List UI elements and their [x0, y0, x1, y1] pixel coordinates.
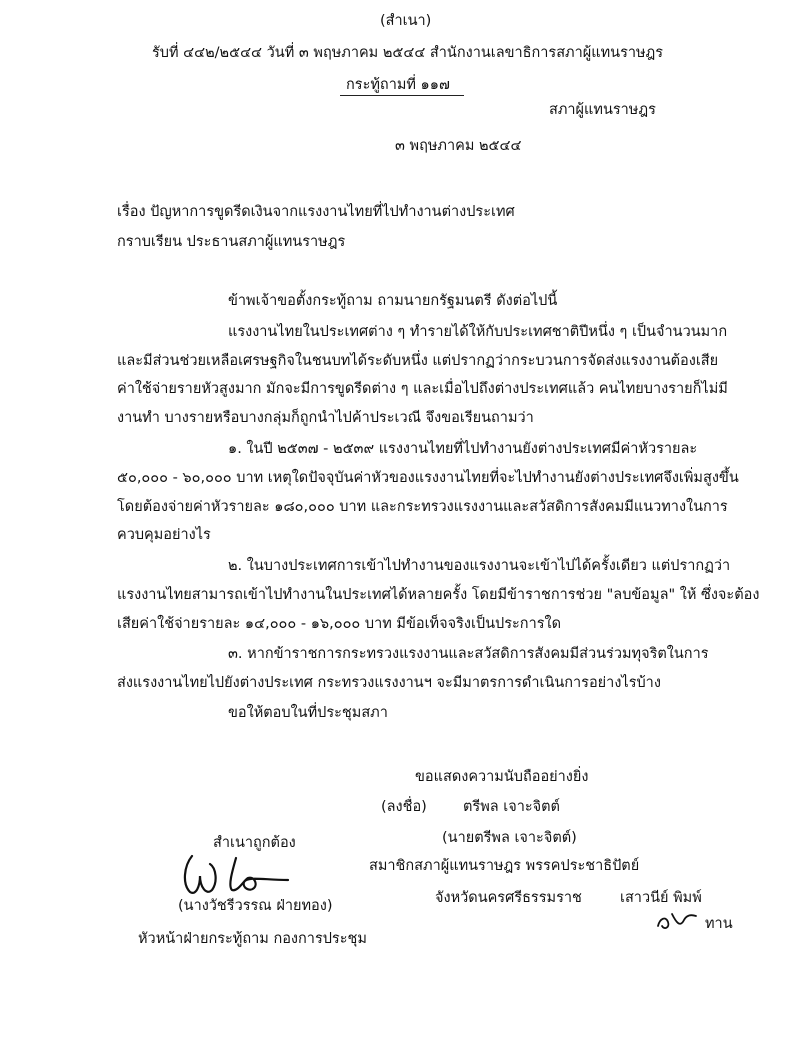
- salutation: กราบเรียน ประธานสภาผู้แทนราษฎร: [117, 234, 346, 250]
- intro-line: แรงงานไทยในประเทศต่าง ๆ ทำรายได้ให้กับประเทศชาติปีหนึ่ง ๆ เป็นจำนวนมาก: [228, 324, 728, 340]
- typist-note: เสาวนีย์ พิมพ์: [620, 890, 702, 906]
- certifying-officer-name: (นางวัชรีวรรณ ฝ่ายทอง): [178, 898, 333, 914]
- question-1-line: โดยต้องจ่ายค่าหัวรายละ ๑๘๐,๐๐๐ บาท และกระทรวงแรงงานและสวัสดิการสังคมมีแนวทางในการ: [117, 499, 728, 515]
- handwritten-signature: [178, 850, 308, 900]
- certified-copy-label: สำเนาถูกต้อง: [213, 835, 296, 851]
- intro-line: งานทำ บางรายหรือบางกลุ่มก็ถูกนำไปค้าประเวณี จึงขอเรียนถามว่า: [117, 410, 534, 426]
- signer-province: จังหวัดนครศรีธรรมราช: [435, 890, 582, 906]
- house-name: สภาผู้แทนราษฎร: [549, 102, 656, 118]
- question-number: กระทู้ถามที่ ๑๑๗: [346, 77, 450, 93]
- question-1-line: ควบคุมอย่างไร: [117, 527, 211, 543]
- question-1-line: ๕๐,๐๐๐ - ๖๐,๐๐๐ บาท เหตุใดปัจจุบันค่าหัวของแรงงานไทยที่จะไปทำงานยังต่างประเทศจึงเพิ่มสูงขึ้น: [117, 470, 739, 486]
- question-1-line: ๑. ในปี ๒๕๓๗ - ๒๕๓๙ แรงงานไทยที่ไปทำงานยังต่างประเทศมีค่าหัวรายละ: [228, 441, 698, 457]
- signed-name: ตรีพล เจาะจิตต์: [463, 799, 560, 815]
- answer-request: ขอให้ตอบในที่ประชุมสภา: [228, 705, 388, 721]
- receipt-line: รับที่ ๔๔๒/๒๕๔๔ วันที่ ๓ พฤษภาคม ๒๕๔๔ สำนักงานเลขาธิการสภาผู้แทนราษฎร: [152, 45, 664, 61]
- closing-regards: ขอแสดงความนับถืออย่างยิ่ง: [415, 769, 589, 785]
- question-3-line: ส่งแรงงานไทยไปยังต่างประเทศ กระทรวงแรงงานฯ จะมีมาตรการดำเนินการอย่างไรบ้าง: [117, 675, 661, 691]
- certifying-officer-title: หัวหน้าฝ่ายกระทู้ถาม กองการประชุม: [138, 931, 367, 947]
- copy-mark: (สำเนา): [380, 13, 432, 29]
- question-number-underline: [340, 95, 464, 96]
- signer-full-name: (นายตรีพล เจาะจิตต์): [442, 830, 577, 846]
- signed-prefix: (ลงชื่อ): [381, 799, 427, 815]
- initials-mark: [654, 908, 700, 934]
- subject-line: เรื่อง ปัญหาการขูดรีดเงินจากแรงงานไทยที่ไปทำงานต่างประเทศ: [117, 204, 515, 220]
- opening-line: ข้าพเจ้าขอตั้งกระทู้ถาม ถามนายกรัฐมนตรี ดังต่อไปนี้: [228, 293, 558, 309]
- document-date: ๓ พฤษภาคม ๒๕๔๔: [395, 138, 522, 154]
- question-2-line: ๒. ในบางประเทศการเข้าไปทำงานของแรงงานจะเข้าไปได้ครั้งเดียว แต่ปรากฏว่า: [228, 558, 731, 574]
- signer-position: สมาชิกสภาผู้แทนราษฎร พรรคประชาธิปัตย์: [369, 858, 640, 874]
- question-2-line: แรงงานไทยสามารถเข้าไปทำงานในประเทศได้หลายครั้ง โดยมีข้าราชการช่วย "ลบข้อมูล" ให้ ซึ่งจะต้อง: [117, 587, 760, 603]
- question-2-line: เสียค่าใช้จ่ายรายละ ๑๔,๐๐๐ - ๑๖,๐๐๐ บาท มีข้อเท็จจริงเป็นประการใด: [117, 616, 561, 632]
- question-3-line: ๓. หากข้าราชการกระทรวงแรงงานและสวัสดิการสังคมมีส่วนร่วมทุจริตในการ: [228, 646, 709, 662]
- intro-line: และมีส่วนช่วยเหลือเศรษฐกิจในชนบทได้ระดับหนึ่ง แต่ปรากฏว่ากระบวนการจัดส่งแรงงานต้องเสีย: [117, 353, 719, 369]
- proofread-mark: ทาน: [705, 916, 733, 932]
- intro-line: ค่าใช้จ่ายรายหัวสูงมาก มักจะมีการขูดรีดต่าง ๆ และเมื่อไปถึงต่างประเทศแล้ว คนไทยบางรายก็ไม่มี: [117, 381, 728, 397]
